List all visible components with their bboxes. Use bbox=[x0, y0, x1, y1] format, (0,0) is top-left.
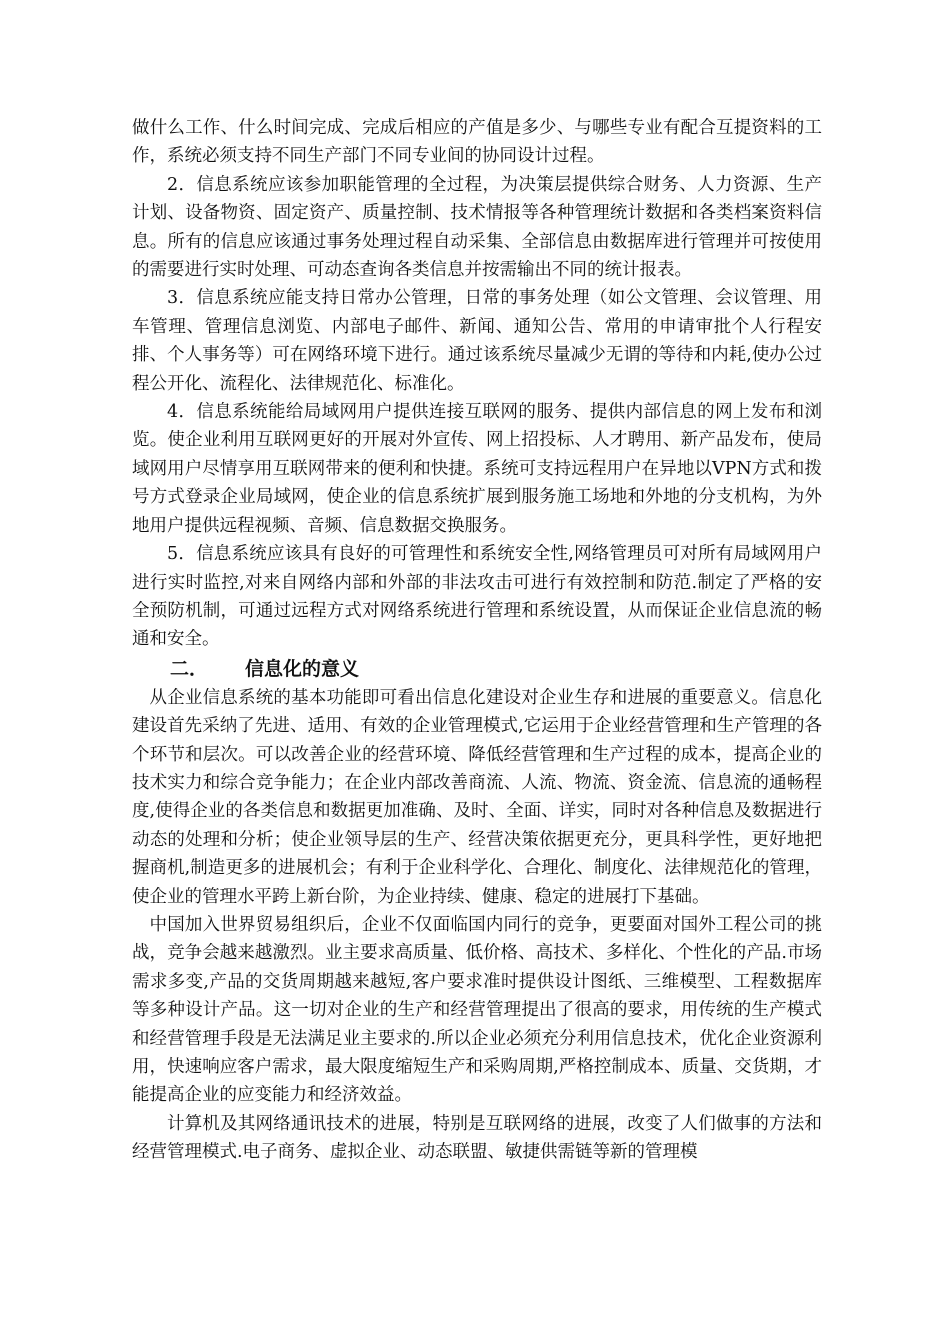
paragraph-item-5: 5．信息系统应该具有良好的可管理性和系统安全性,网络管理员可对所有局域网用户进行实时监控,对来自网络内部和外部的非法攻击可进行有效控制和防范.制定了严格的安全预防机制，可通过远程方式对网络系统进行管理和系统设置，从而保证企业信息流的畅通和安全。 bbox=[132, 544, 822, 650]
section-number: 二． bbox=[170, 657, 209, 680]
document-page bbox=[132, 114, 822, 1167]
paragraph-significance-3: 计算机及其网络通讯技术的进展，特别是互联网络的进展，改变了人们做事的方法和经营管理模式.电子商务、虚拟企业、动态联盟、敏捷供需链等新的管理模 bbox=[132, 1113, 822, 1163]
section-title: 信息化的意义 bbox=[245, 657, 360, 680]
paragraph-item-4: 4．信息系统能给局域网用户提供连接互联网的服务、提供内部信息的网上发布和浏览。使企业利用互联网更好的开展对外宣传、网上招投标、人才聘用、新产品发布，使局域网用户尽情享用互联网带来的便利和快捷。系统可支持远程用户在异地以VPN方式和拨号方式登录企业局域网，使企业的信息系统扩展到服务施工场地和外地的分支机构，为外地用户提供远程视频、音频、信息数据交换服务。 bbox=[132, 402, 822, 536]
paragraph-significance-1: 从企业信息系统的基本功能即可看出信息化建设对企业生存和进展的重要意义。信息化建设首先采纳了先进、适用、有效的企业管理模式,它运用于企业经营管理和生产管理的各个环节和层次。可以改善企业的经营环境、降低经营管理和生产过程的成本，提高企业的技术实力和综合竞争能力；在企业内部改善商流、人流、物流、资金流、信息流的通畅程度,使得企业的各类信息和数据更加准确、及时、全面、详实，同时对各种信息及数据进行动态的处理和分析；使企业领导层的生产、经营决策依据更充分，更具科学性，更好地把握商机,制造更多的进展机会；有利于企业科学化、合理化、制度化、法律规范化的管理，使企业的管理水平跨上新台阶，为企业持续、健康、稳定的进展打下基础。 bbox=[132, 687, 822, 907]
paragraph-item-2: 2．信息系统应该参加职能管理的全过程，为决策层提供综合财务、人力资源、生产计划、设备物资、固定资产、质量控制、技术情报等各种管理统计数据和各类档案资料信息。所有的信息应该通过事务处理过程自动采集、全部信息由数据库进行管理并可按使用的需要进行实时处理、可动态查询各类信息并按需输出不同的统计报表。 bbox=[132, 174, 822, 281]
section-heading bbox=[132, 654, 822, 684]
paragraph-significance-2: 中国加入世界贸易组织后，企业不仅面临国内同行的竞争，更要面对国外工程公司的挑战，竞争会越来越激烈。业主要求高质量、低价格、高技术、多样化、个性化的产品.市场需求多变,产品的交货周期越来越短,客户要求准时提供设计图纸、三维模型、工程数据库等多种设计产品。这一切对企业的生产和经营管理提出了很高的要求，用传统的生产模式和经营管理手段是无法满足业主要求的.所以企业必须充分利用信息技术，优化企业资源利用，快速响应客户需求，最大限度缩短生产和采购周期,严格控制成本、质量、交货期，才能提高企业的应变能力和经济效益。 bbox=[132, 914, 822, 1106]
paragraph-continuation: 做什么工作、什么时间完成、完成后相应的产值是多少、与哪些专业有配合互提资料的工作，系统必须支持不同生产部门不同专业间的协同设计过程。 bbox=[132, 118, 822, 167]
paragraph-item-3: 3．信息系统应能支持日常办公管理，日常的事务处理（如公文管理、会议管理、用车管理、管理信息浏览、内部电子邮件、新闻、通知公告、常用的申请审批个人行程安排、个人事务等）可在网络环境下进行。通过该系统尽量减少无谓的等待和内耗,使办公过程公开化、流程化、法律规范化、标准化。 bbox=[132, 288, 822, 394]
